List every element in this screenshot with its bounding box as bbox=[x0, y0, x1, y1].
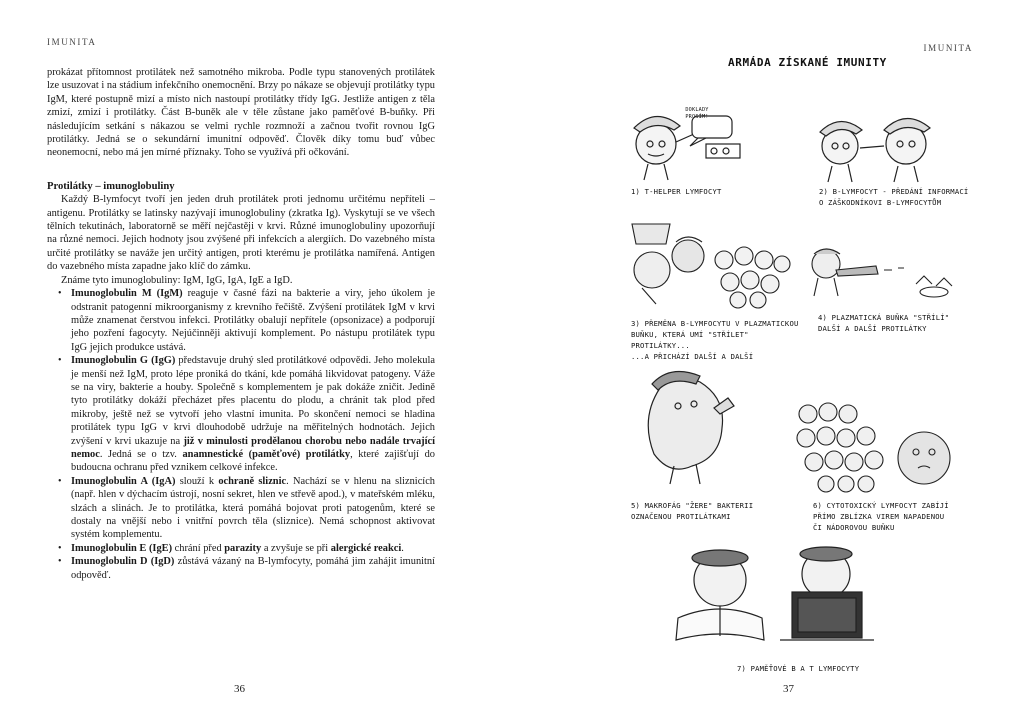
known-types: Známe tyto imunoglobuliny: IgM, IgG, IgA, IgE a IgD. bbox=[61, 274, 293, 286]
speech-bubble: DOKLADY PROSÍM! bbox=[685, 107, 709, 120]
running-head-left: IMUNITA bbox=[47, 37, 97, 47]
illustration-plasma-transformation-icon bbox=[626, 214, 796, 312]
page-number-left: 36 bbox=[234, 683, 245, 695]
intro-paragraph: prokázat přítomnost protilátek než samotného mikroba. Podle typu stanovených protilátek lze usuzovat i na stádium infekčního onemocnění. Brzy po nákaze se objevují protilátky typu IgM, které postupně mizí a místo nich nastoupí protilátky třídy IgG. Jestliže antigen z těla zmizí, zmizí i protilátky. Část B-buněk ale v těle zůstane jako paměťové B-buňky. Při následujícím setkání s nákazou se velmi rychle rozmnoží a začnou tvořit rovnou IgG protilátky. Jedná se o sekundární imunitní odpověď. Člověk díky tomu buď vůbec neonemocní, nebo má jen mírné příznaky. Toho se využívá při očkování. bbox=[47, 67, 435, 159]
caption-7: 7) PAMĚŤOVÉ B A T LYMFOCYTY bbox=[737, 664, 860, 673]
illustration-b-lymphocyte-icon bbox=[810, 96, 950, 186]
list-item-igg: • Imunoglobulin G (IgG) představuje druhý sled protilátkové odpovědi. Jeho molekula je menší než IgM, proto lépe proniká do tkání, kde pomáhá likvidovat patogeny. Váže se na viry, bakterie a houby. Společně s komplementem je pak dokáže zničit. Jedině tyto protilátky dokáží přecházet přes placentu do plodu, a chránit tak plod před mikroby, ještě než se vytvoří jeho vlastní imunita. Po skončení nemoci se hladina protilátek typu IgG v krvi dlouhodobě udržuje na měřitelných hodnotách. Jejich zvýšení v krvi ukazuje na již v minulosti prodělanou chorobu nebo nadále trvající nemoc. Jedná se o tzv. anamnestické (paměťové) protilátky, které zajišťují do budoucna ochranu před vznikem celkové infekce. bbox=[71, 354, 435, 475]
running-head-right: IMUNITA bbox=[923, 43, 973, 53]
illustration-plasma-shooting-icon bbox=[806, 236, 966, 304]
illustration-cytotoxic-icon bbox=[792, 392, 962, 498]
caption-1: 1) T-HELPER LYMFOCYT bbox=[631, 187, 722, 196]
section-paragraph: Každý B-lymfocyt tvoří jen jeden druh protilátek proti jednomu určitému nepříteli – antigenu. Protilátky se latinsky nazývají imunoglobuliny (zkratka Ig). Vyskytují se ve všech tělních tekutinách, laboratorně se měří nejčastěji v krvi. Různé imunoglobuliny upozorňují na různé nemoci. Jejich hodnoty jsou zvýšené při infekcích a alergiích. Do vazebného místa určité protilátky se naváže jen určitý antigen, proti kterému je protilátka namířená. Antigen do vazebného místa zapadne jako klíč do zámku. bbox=[47, 194, 435, 273]
caption-6: 6) CYTOTOXICKÝ LYMFOCYT ZABÍJÍ PŘÍMO ZBLÍZKA VIREM NAPADENOU ČI NÁDOROVOU BUŇKU bbox=[813, 501, 949, 532]
left-page-body bbox=[47, 66, 435, 582]
illustration-t-helper-icon bbox=[622, 92, 782, 184]
list-item-igm: • Imunoglobulin M (IgM) reaguje v časné fázi na bakterie a viry, jeho úkolem je odstranit patogenní mikroorganismy z krevního řečiště. Zvýšení protilátek IgM v krvi může znamenat čerstvou infekci. Protilátky obalují nepřítele (opsonizace) a podporují jeho pozření fagocyty. Nejúčinněji aktivují komplement. Po nástupu protilátek typu IgG jejich produkce ustává. bbox=[71, 287, 435, 354]
page-number-right: 37 bbox=[783, 683, 794, 695]
caption-3: 3) PŘEMĚNA B-LYMFOCYTU V PLAZMATICKOU BUŇKU, KTERÁ UMÍ "STŘÍLET" PROTILÁTKY... ...A PŘICHÁZÍ DALŠÍ A DALŠÍ bbox=[631, 319, 799, 361]
list-item-igd: • Imunoglobulin D (IgD) zůstává vázaný na B-lymfocyty, pomáhá jim zahájit imunitní odpověď. bbox=[71, 555, 435, 582]
caption-2: 2) B-LYMFOCYT - PŘEDÁNÍ INFORMACÍ O ZÁŠKODNÍKOVI B-LYMFOCYTŮM bbox=[819, 187, 969, 207]
comic-title: ARMÁDA ZÍSKANÉ IMUNITY bbox=[728, 56, 887, 69]
list-item-iga: • Imunoglobulin A (IgA) slouží k ochraně sliznic. Nachází se v hlenu na sliznicích (např. hlen v dýchacím ústrojí, nosní sekret, hlen ve střevě apod.), v mateřském mléku, slzách a slinách. Je to protilátka, která pomáhá bojovat proti patogenům, které se dostaly na vnější nebo i vnitřní povrch těla (sliznice). Nemá schopnost aktivovat systém komplementu. bbox=[71, 475, 435, 542]
section-heading: Protilátky – imunoglobuliny bbox=[47, 180, 175, 192]
list-item-ige: • Imunoglobulin E (IgE) chrání před parazity a zvyšuje se při alergické reakci. bbox=[71, 542, 435, 555]
immunoglobulin-list bbox=[47, 287, 435, 582]
caption-5: 5) MAKROFÁG "ŽERE" BAKTERII OZNAČENOU PROTILÁTKAMI bbox=[631, 501, 754, 521]
illustration-macrophage-icon bbox=[630, 358, 750, 488]
caption-4: 4) PLAZMATICKÁ BUŇKA "STŘÍLÍ" DALŠÍ A DALŠÍ PROTILÁTKY bbox=[818, 313, 950, 333]
illustration-memory-cells-icon bbox=[660, 540, 890, 652]
